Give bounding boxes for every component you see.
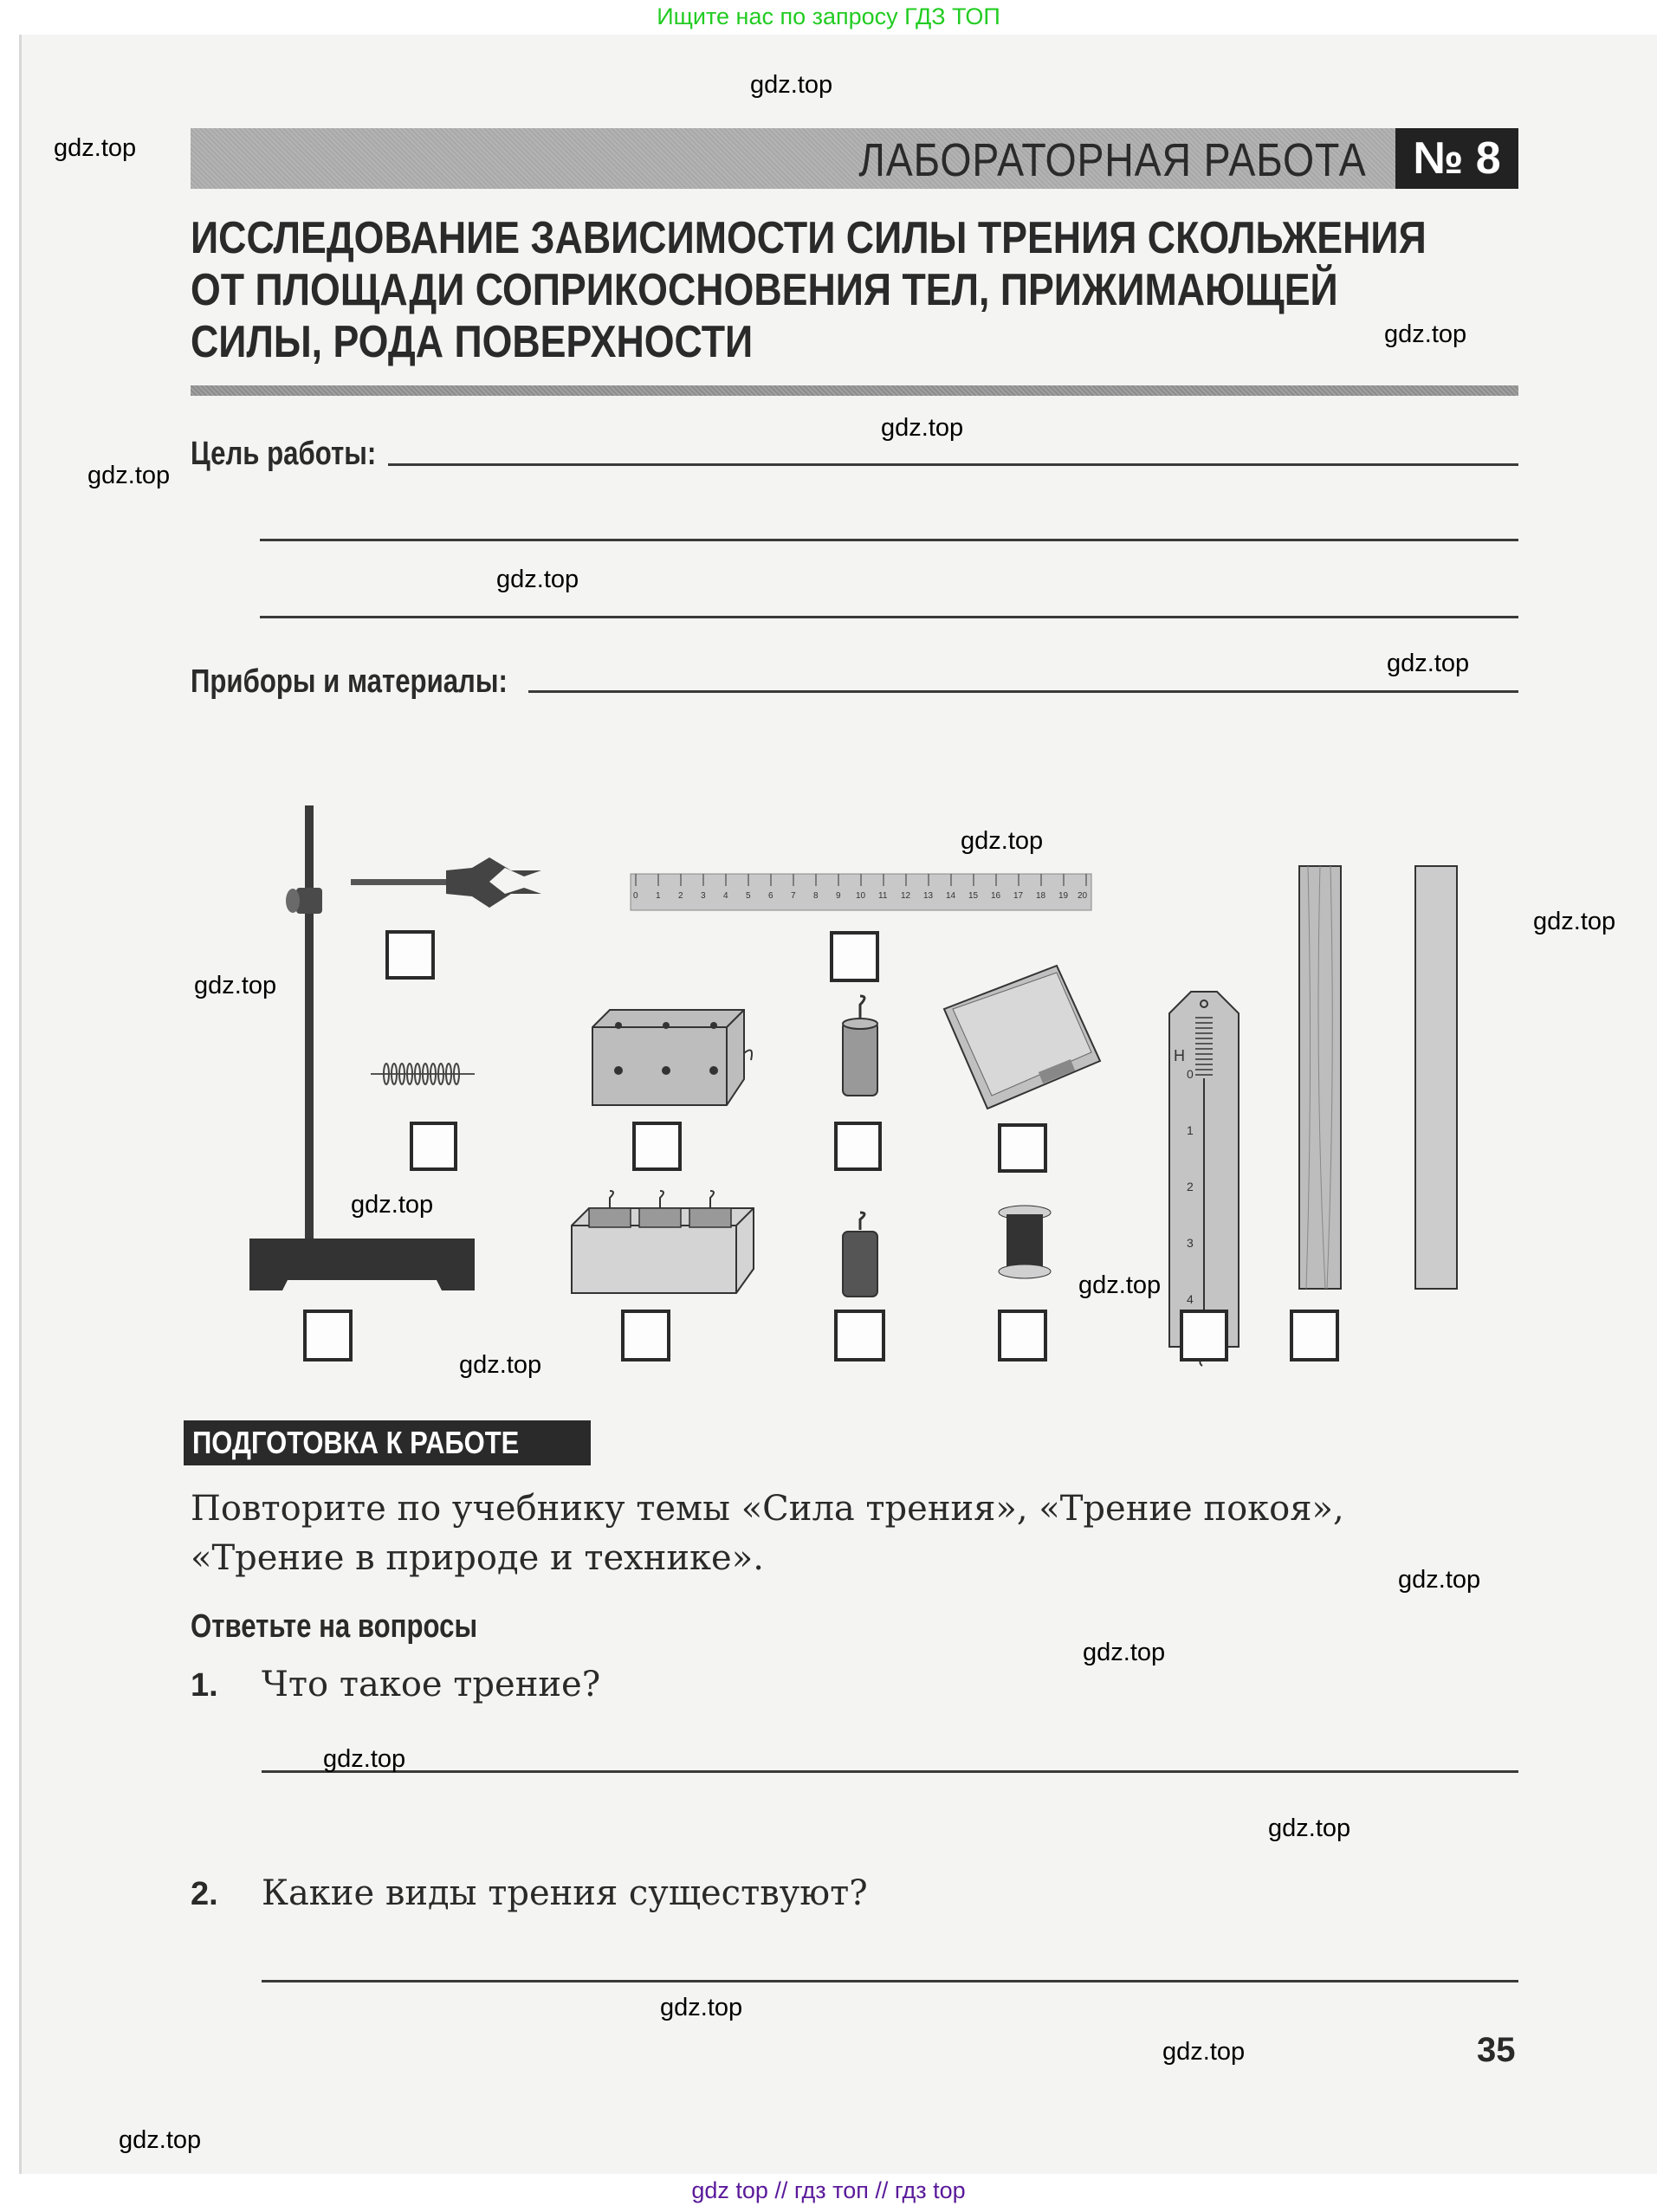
svg-text:8: 8 bbox=[813, 891, 819, 901]
watermark: gdz.top bbox=[1083, 1639, 1166, 1666]
svg-text:9: 9 bbox=[836, 891, 841, 901]
wooden-block-icon bbox=[584, 1010, 757, 1109]
weight-icon bbox=[838, 996, 882, 1100]
watermark: gdz.top bbox=[459, 1351, 542, 1379]
equipment-checkbox-dynamometer[interactable] bbox=[1180, 1310, 1228, 1361]
preparation-text-line1: Повторите по учебнику темы «Сила трения», «Трение покоя», bbox=[191, 1489, 1344, 1529]
svg-text:3: 3 bbox=[1187, 1236, 1194, 1250]
watermark: gdz.top bbox=[881, 414, 964, 442]
svg-text:Н: Н bbox=[1174, 1047, 1185, 1064]
svg-text:15: 15 bbox=[968, 891, 979, 901]
svg-text:4: 4 bbox=[1187, 1292, 1194, 1306]
watermark: gdz.top bbox=[1533, 908, 1616, 935]
question-2-text: Какие виды трения существуют? bbox=[262, 1873, 868, 1913]
svg-text:0: 0 bbox=[1187, 1067, 1194, 1081]
goal-answer-line-1[interactable] bbox=[388, 463, 1518, 466]
question-1-answer-line[interactable] bbox=[262, 1770, 1518, 1773]
lab-title bbox=[191, 212, 1524, 368]
top-banner[interactable]: Ищите нас по запросу ГДЗ ТОП bbox=[657, 3, 1000, 29]
question-1-text: Что такое трение? bbox=[262, 1665, 601, 1704]
equipment-checkbox-spring[interactable] bbox=[410, 1122, 457, 1171]
watermark: gdz.top bbox=[323, 1745, 406, 1773]
watermark: gdz.top bbox=[194, 972, 277, 999]
svg-text:1: 1 bbox=[1187, 1123, 1194, 1137]
watermark: gdz.top bbox=[750, 71, 833, 99]
clamp-icon bbox=[351, 857, 559, 909]
page-number: 35 bbox=[1477, 2031, 1516, 2069]
equipment-checkbox-small-weight[interactable] bbox=[834, 1310, 885, 1361]
equipment-checkbox-stand[interactable] bbox=[303, 1310, 353, 1361]
svg-text:20: 20 bbox=[1078, 891, 1088, 901]
equipment-checkbox-ruler[interactable] bbox=[830, 931, 879, 982]
preparation-tag-label: ПОДГОТОВКА К РАБОТЕ bbox=[192, 1425, 520, 1460]
watermark: gdz.top bbox=[660, 1994, 743, 2021]
title-separator bbox=[191, 385, 1518, 396]
svg-text:17: 17 bbox=[1013, 891, 1024, 901]
questions-heading: Ответьте на вопросы bbox=[191, 1608, 478, 1645]
equipment-checkbox-wooden-block[interactable] bbox=[632, 1122, 682, 1171]
footer-banner[interactable]: gdz top // гдз топ // гдз top bbox=[691, 2177, 966, 2203]
goal-answer-line-3[interactable] bbox=[260, 616, 1518, 618]
spring-icon bbox=[371, 1061, 475, 1087]
watermark: gdz.top bbox=[1162, 2038, 1246, 2066]
svg-text:2: 2 bbox=[678, 891, 683, 901]
watermark: gdz.top bbox=[1268, 1814, 1351, 1842]
watermark: gdz.top bbox=[87, 462, 171, 489]
watermark: gdz.top bbox=[1398, 1566, 1481, 1594]
svg-text:10: 10 bbox=[856, 891, 866, 901]
svg-text:4: 4 bbox=[723, 891, 728, 901]
svg-text:5: 5 bbox=[746, 891, 751, 901]
question-1-number: 1. bbox=[191, 1667, 218, 1704]
lab-title-line3: СИЛЫ, РОДА ПОВЕРХНОСТИ bbox=[191, 317, 754, 367]
lab-title-line2: ОТ ПЛОЩАДИ СОПРИКОСНОВЕНИЯ ТЕЛ, ПРИЖИМАЮЩЕЙ bbox=[191, 265, 1338, 315]
lab-header-label: ЛАБОРАТОРНАЯ РАБОТА bbox=[858, 134, 1367, 186]
equipment-checkbox-wooden-board[interactable] bbox=[1290, 1310, 1339, 1361]
wooden-board-icon bbox=[1299, 866, 1343, 1290]
watermark: gdz.top bbox=[1078, 1271, 1162, 1299]
goal-label: Цель работы: bbox=[191, 436, 377, 472]
svg-text:19: 19 bbox=[1058, 891, 1069, 901]
svg-text:3: 3 bbox=[701, 891, 706, 901]
goal-answer-line-2[interactable] bbox=[260, 539, 1518, 541]
lab-number-badge: № 8 bbox=[1395, 128, 1518, 189]
svg-text:13: 13 bbox=[923, 891, 934, 901]
preparation-section-tag bbox=[184, 1420, 591, 1465]
svg-text:0: 0 bbox=[633, 891, 638, 901]
scales-icon bbox=[935, 966, 1109, 1113]
svg-text:16: 16 bbox=[991, 891, 1001, 901]
watermark: gdz.top bbox=[1384, 320, 1467, 348]
plank-icon bbox=[1415, 866, 1459, 1290]
small-weight-icon bbox=[838, 1213, 882, 1299]
svg-text:18: 18 bbox=[1036, 891, 1046, 901]
svg-text:1: 1 bbox=[656, 891, 661, 901]
dynamometer-icon bbox=[1169, 992, 1239, 1306]
watermark: gdz.top bbox=[351, 1191, 434, 1219]
equipment-checkbox-set-of-weights[interactable] bbox=[621, 1310, 670, 1361]
equipment-checkbox-clamp[interactable] bbox=[385, 930, 435, 980]
svg-text:2: 2 bbox=[1187, 1180, 1194, 1193]
equipment-checkbox-scales[interactable] bbox=[998, 1123, 1047, 1173]
lab-title-line1: ИССЛЕДОВАНИЕ ЗАВИСИМОСТИ СИЛЫ ТРЕНИЯ СКОЛЬЖЕНИЯ bbox=[191, 213, 1427, 263]
svg-text:12: 12 bbox=[901, 891, 911, 901]
watermark: gdz.top bbox=[961, 827, 1044, 855]
set-of-weights-icon bbox=[572, 1191, 754, 1295]
question-2-number: 2. bbox=[191, 1876, 218, 1912]
equipment-label: Приборы и материалы: bbox=[191, 663, 508, 700]
svg-text:6: 6 bbox=[768, 891, 773, 901]
watermark: gdz.top bbox=[119, 2126, 202, 2154]
lab-header-band bbox=[191, 128, 1518, 189]
equipment-checkbox-weight[interactable] bbox=[834, 1122, 882, 1171]
watermark: gdz.top bbox=[496, 566, 579, 593]
equipment-checkbox-spool[interactable] bbox=[998, 1310, 1047, 1361]
preparation-text-line2: «Трение в природе и технике». bbox=[191, 1538, 764, 1578]
watermark: gdz.top bbox=[1387, 650, 1470, 677]
question-2-answer-line[interactable] bbox=[262, 1980, 1518, 1982]
equipment-answer-line[interactable] bbox=[528, 690, 1518, 693]
watermark: gdz.top bbox=[54, 134, 137, 162]
spool-of-thread-icon bbox=[998, 1206, 1052, 1279]
svg-text:7: 7 bbox=[791, 891, 796, 901]
svg-text:11: 11 bbox=[878, 891, 888, 901]
svg-text:14: 14 bbox=[946, 891, 956, 901]
ruler-icon bbox=[631, 874, 1091, 910]
